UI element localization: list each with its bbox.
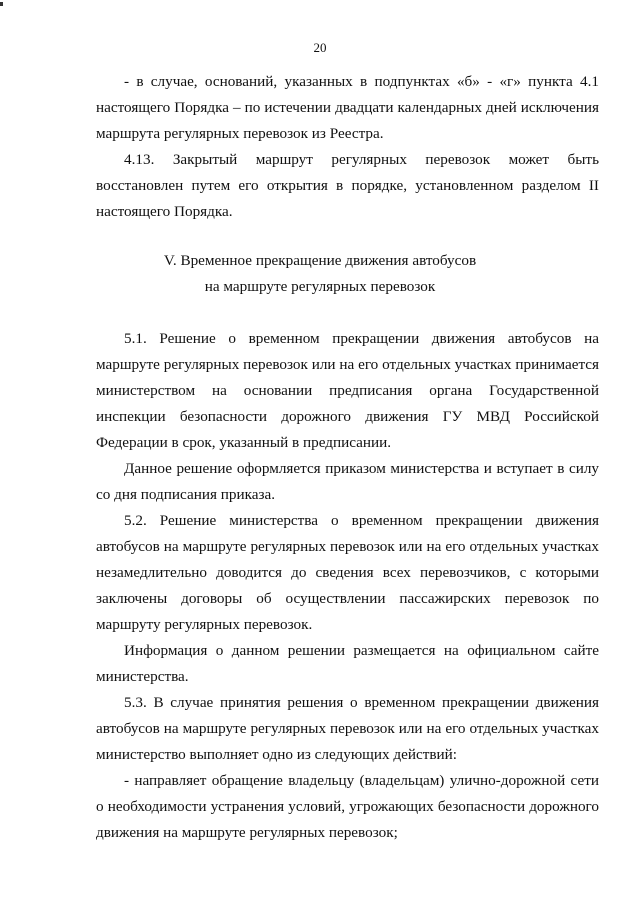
text-line: Данное решение оформляется приказом министерства и вступает в силу	[124, 460, 599, 477]
text-line: автобусов на маршруте регулярных перевозок или на его отдельных участках	[96, 720, 599, 737]
text-line: настоящего Порядка – по истечении двадцати календарных дней исключения	[96, 99, 599, 116]
text-line: - в случае, оснований, указанных в подпунктах «б» - «г» пункта 4.1	[124, 73, 599, 90]
text-line: заключены договоры об осуществлении пассажирских перевозок по	[96, 590, 599, 607]
text-line: маршрута регулярных перевозок из Реестра.	[96, 125, 384, 142]
text-line: восстановлен путем его открытия в порядке, установленном разделом II	[96, 177, 599, 194]
text-line: 5.1. Решение о временном прекращении движения автобусов на	[124, 330, 599, 347]
text-line: 5.2. Решение министерства о временном прекращении движения	[124, 512, 599, 529]
text-line: о необходимости устранения условий, угрожающих безопасности дорожного	[96, 798, 599, 815]
text-line: 4.13. Закрытый маршрут регулярных перевозок может быть	[124, 151, 599, 168]
text-line: незамедлительно доводится до сведения всех перевозчиков, с которыми	[96, 564, 599, 581]
text-line: маршруту регулярных перевозок.	[96, 616, 313, 633]
text-line: 5.3. В случае принятия решения о временном прекращении движения	[124, 694, 599, 711]
scan-mark	[0, 2, 3, 6]
section-heading-line: на маршруте регулярных перевозок	[204, 278, 436, 295]
text-line: министерства.	[96, 668, 189, 685]
text-line: министерством на основании предписания органа Государственной	[96, 382, 599, 399]
text-line: автобусов на маршруте регулярных перевозок или на его отдельных участках	[96, 538, 599, 555]
text-line: маршруте регулярных перевозок или на его отдельных участках принимается	[96, 356, 599, 373]
text-line: инспекции безопасности дорожного движения ГУ МВД Российской	[96, 408, 599, 425]
section-heading-line: V. Временное прекращение движения автобусов	[163, 252, 477, 269]
text-line: со дня подписания приказа.	[96, 486, 276, 503]
text-line: Информация о данном решении размещается на официальном сайте	[124, 642, 599, 659]
text-line: движения на маршруте регулярных перевозок;	[96, 824, 398, 841]
text-line: настоящего Порядка.	[96, 203, 233, 220]
text-line: Федерации в срок, указанный в предписании.	[96, 434, 392, 451]
text-line: министерство выполняет одно из следующих действий:	[96, 746, 457, 763]
text-line: - направляет обращение владельцу (владельцам) улично-дорожной сети	[124, 772, 599, 789]
page-number: 20	[313, 40, 327, 55]
